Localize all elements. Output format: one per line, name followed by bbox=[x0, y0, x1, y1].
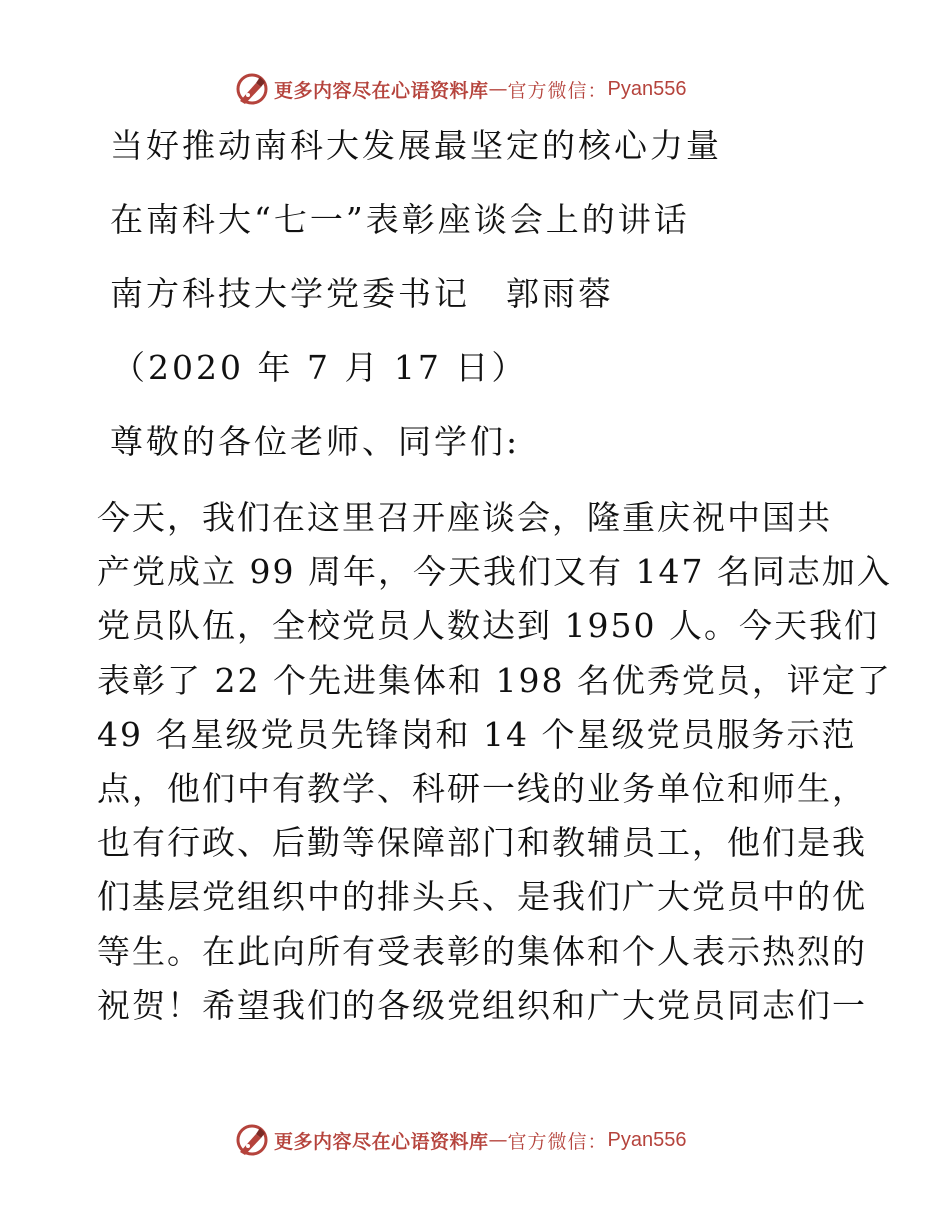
watermark-main-text: 更多内容尽在心语资料库 bbox=[274, 79, 489, 102]
pen-logo-icon bbox=[234, 71, 270, 107]
body-line: 祝贺！希望我们的各级党组织和广大党员同志们一 bbox=[97, 985, 867, 1025]
body-paragraph bbox=[97, 491, 892, 1033]
body-line: 也有行政、后勤等保障部门和教辅员工，他们是我 bbox=[97, 823, 867, 863]
body-line: 今天，我们在这里召开座谈会，隆重庆祝中国共 bbox=[97, 498, 832, 537]
pen-logo-icon bbox=[234, 1122, 270, 1158]
body-line: 表彰了 22 个先进集体和 198 名优秀党员，评定了 bbox=[97, 660, 892, 700]
watermark-separator: — bbox=[488, 1129, 508, 1151]
body-line: 49 名星级党员先锋岗和 14 个星级党员服务示范 bbox=[97, 714, 857, 754]
watermark-wechat-label: 官方微信： bbox=[507, 79, 608, 102]
watermark-separator: — bbox=[488, 78, 508, 100]
watermark-wechat-id: Pyan556 bbox=[607, 77, 687, 100]
body-line: 们基层党组织中的排头兵、是我们广大党员中的优 bbox=[97, 877, 867, 917]
watermark-banner-bottom bbox=[234, 1120, 687, 1160]
document-title: 当好推动南科大发展最坚定的核心力量 bbox=[110, 126, 722, 165]
document-author: 南方科技大学党委书记 郭雨蓉 bbox=[110, 274, 614, 313]
salutation: 尊敬的各位老师、同学们: bbox=[110, 422, 521, 461]
watermark-wechat-label: 官方微信： bbox=[507, 1130, 608, 1153]
body-line: 党员队伍，全校党员人数达到 1950 人。今天我们 bbox=[97, 606, 879, 646]
watermark-main-text: 更多内容尽在心语资料库 bbox=[274, 1130, 489, 1153]
document-date: （2020 年 7 月 17 日） bbox=[112, 348, 528, 387]
watermark-banner-top bbox=[234, 69, 687, 109]
watermark-wechat-id: Pyan556 bbox=[607, 1128, 687, 1151]
body-line: 产党成立 99 周年，今天我们又有 147 名同志加入 bbox=[97, 552, 892, 592]
document-subtitle: 在南科大“七一”表彰座谈会上的讲话 bbox=[110, 200, 690, 239]
body-line: 等生。在此向所有受表彰的集体和个人表示热烈的 bbox=[97, 931, 867, 971]
body-line: 点，他们中有教学、科研一线的业务单位和师生， bbox=[97, 769, 867, 809]
